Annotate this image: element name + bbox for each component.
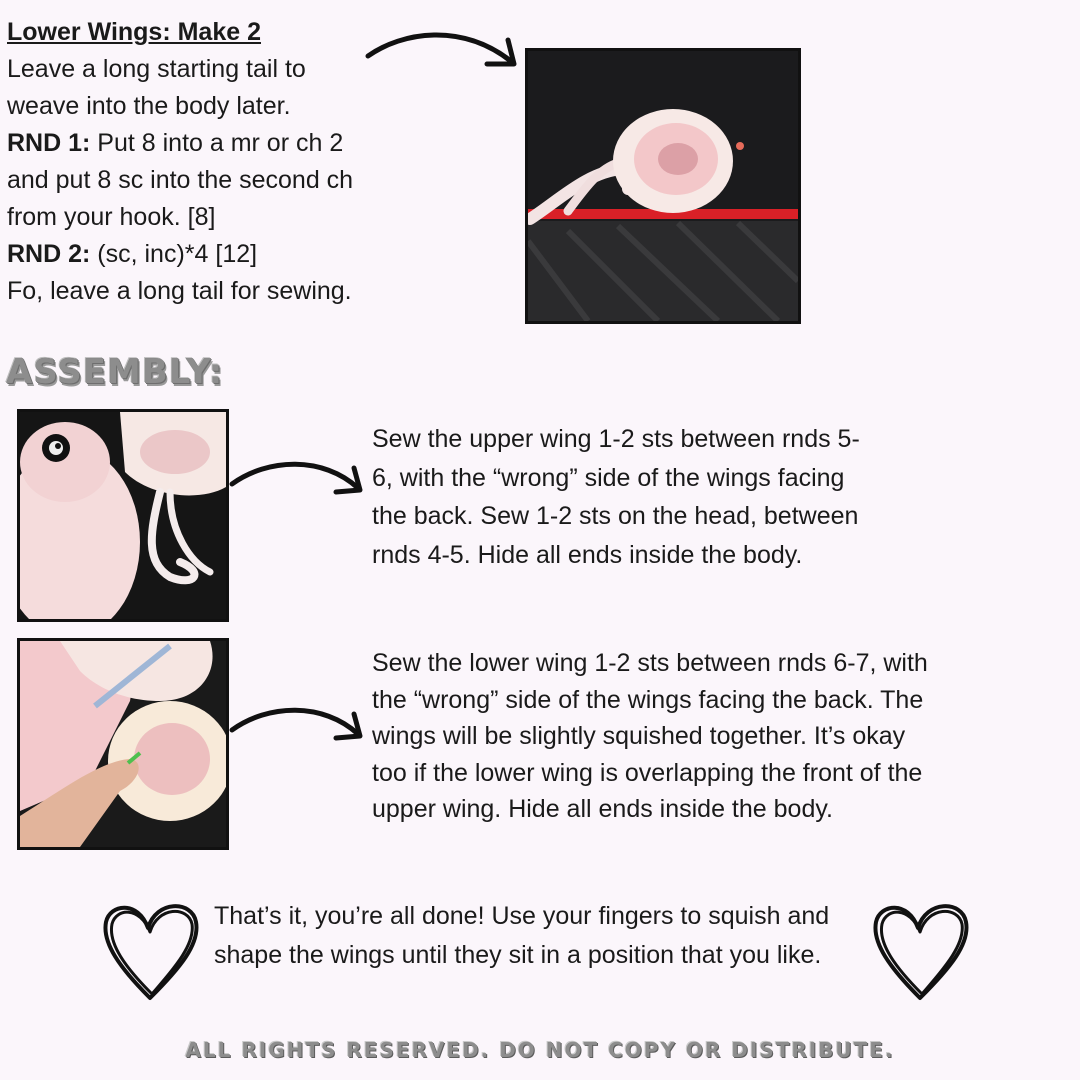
lower-wing-sewing-photo (17, 638, 229, 850)
lower-wings-title: Lower Wings: Make 2 (7, 18, 261, 46)
assembly-heading: ASSEMBLY: (6, 352, 224, 392)
upper-wing-sewing-photo (17, 409, 229, 622)
copyright-footer: ALL RIGHTS RESERVED. DO NOT COPY OR DISTRIBUTE. (185, 1038, 895, 1062)
done-note: That’s it, you’re all done! Use your fingers to squish and shape the wings until they sit in a position that you like. (214, 902, 830, 969)
round-2 (7, 236, 367, 273)
finish-off-text: Fo, leave a long tail for sewing. (7, 277, 352, 305)
lower-wing-step-text: Sew the lower wing 1-2 sts between rnds 6-7, with the “wrong” side of the wings facing the back. The wings will be slightly squished together. It’s okay too if the lower wing is overlapping the front of the upper wing. Hide all ends inside the body. (372, 649, 928, 823)
round-1-label: RND 1: (7, 129, 91, 157)
round-1-text: Put 8 into a mr or ch 2 and put 8 sc into the second ch from your hook. [8] (7, 129, 354, 231)
lower-wing-photo (525, 48, 801, 324)
heart-icon (100, 898, 202, 1004)
curved-arrow-icon (228, 454, 366, 502)
heart-icon (870, 898, 972, 1004)
lower-wings-instructions (7, 14, 367, 310)
round-1 (7, 125, 367, 236)
round-2-label: RND 2: (7, 240, 91, 268)
round-2-text: (sc, inc)*4 [12] (90, 240, 258, 268)
curved-arrow-icon (362, 22, 522, 82)
upper-wing-step-text: Sew the upper wing 1-2 sts between rnds 5-6, with the “wrong” side of the wings facing the back. Sew 1-2 sts on the head, between rnds 4-5. Hide all ends inside the body. (372, 425, 860, 569)
curved-arrow-icon (228, 700, 366, 748)
lower-wings-intro: Leave a long starting tail to weave into the body later. (7, 55, 306, 120)
